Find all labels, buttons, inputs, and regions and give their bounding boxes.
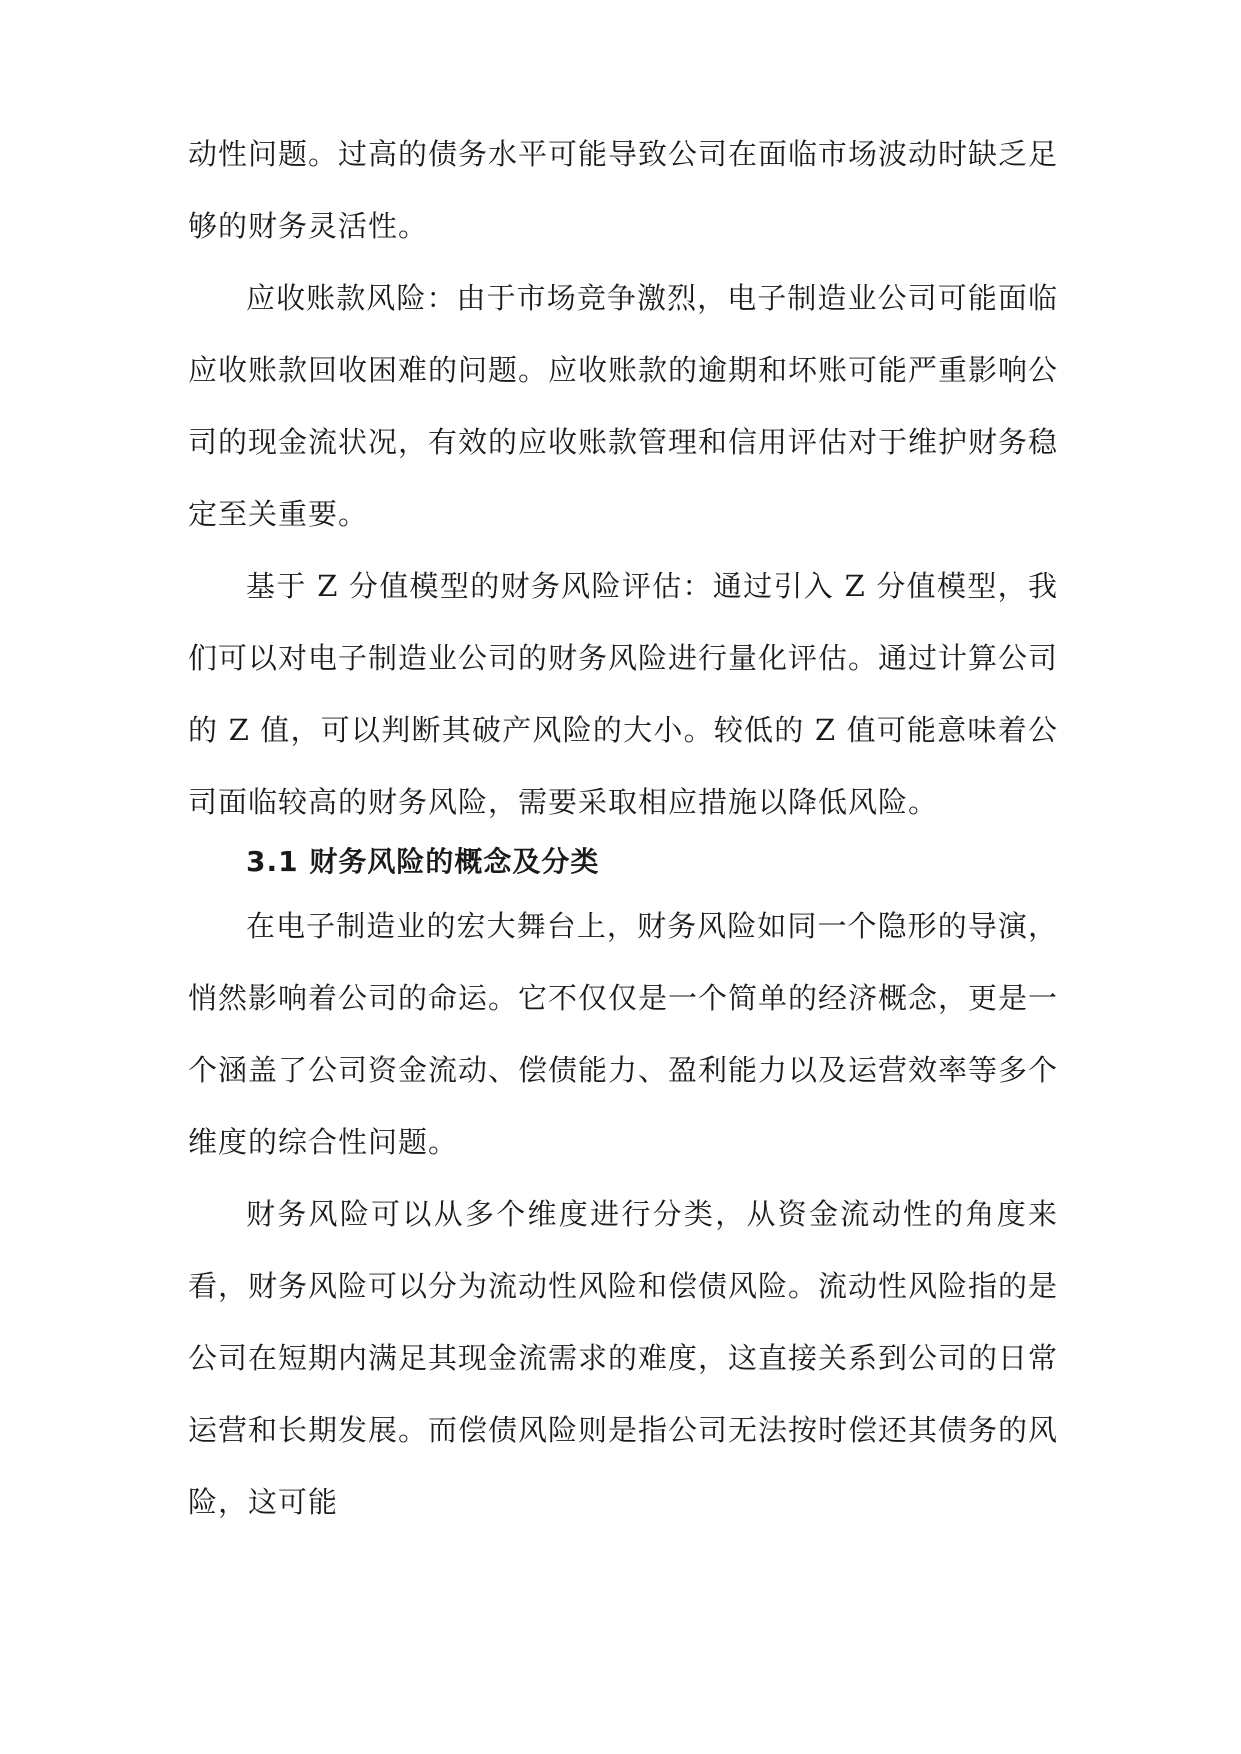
paragraph-receivables-risk: 应收账款风险：由于市场竞争激烈，电子制造业公司可能面临应收账款回收困难的问题。应收账款的逾期和坏账可能严重影响公司的现金流状况，有效的应收账款管理和信用评估对于维护财务稳定至关重要。 (188, 281, 1059, 531)
paragraph-risk-concept: 在电子制造业的宏大舞台上，财务风险如同一个隐形的导演，悄然影响着公司的命运。它不仅仅是一个简单的经济概念，更是一个涵盖了公司资金流动、偿债能力、盈利能力以及运营效率等多个维度的综合性问题。 (188, 909, 1059, 1159)
paragraph-risk-classification: 财务风险可以从多个维度进行分类，从资金流动性的角度来看，财务风险可以分为流动性风险和偿债风险。流动性风险指的是公司在短期内满足其现金流需求的难度，这直接关系到公司的日常运营和长期发展。而偿债风险则是指公司无法按时偿还其债务的风险，这可能 (188, 1197, 1059, 1519)
section-heading: 3.1 财务风险的概念及分类 (246, 845, 600, 878)
paragraph-liquidity-continuation: 动性问题。过高的债务水平可能导致公司在面临市场波动时缺乏足够的财务灵活性。 (188, 137, 1059, 243)
paragraph-z-score-assessment: 基于 Z 分值模型的财务风险评估：通过引入 Z 分值模型，我们可以对电子制造业公司的财务风险进行量化评估。通过计算公司的 Z 值，可以判断其破产风险的大小。较低的 Z 值可能意味着公司面临较高的财务风险，需要采取相应措施以降低风险。 (188, 569, 1059, 819)
